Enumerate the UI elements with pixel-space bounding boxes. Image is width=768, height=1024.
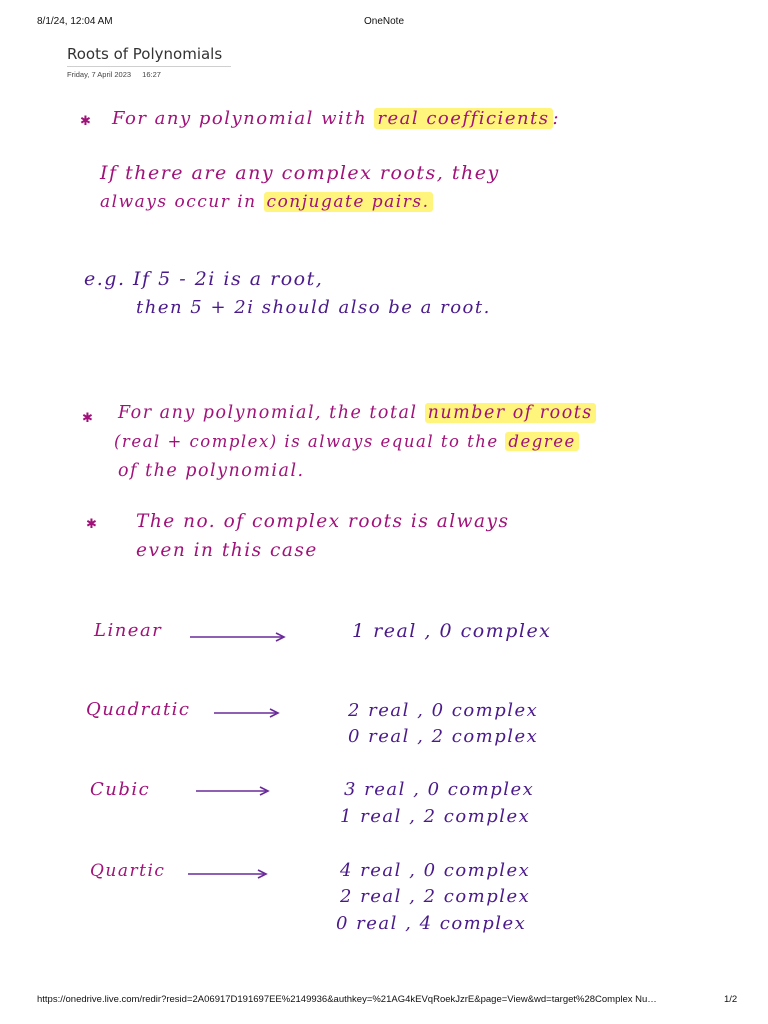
highlight-real-coefficients: real coefficients bbox=[374, 108, 552, 129]
rule2-line3: of the polynomial. bbox=[118, 461, 305, 481]
rule1-colon: : bbox=[552, 108, 561, 129]
degree-name: Quadratic bbox=[86, 699, 191, 720]
highlight-conjugate-pairs: conjugate pairs. bbox=[264, 192, 433, 212]
rule2-line2-text: (real + complex) is always equal to the bbox=[114, 432, 506, 451]
case-text: 4 real , 0 complex bbox=[340, 860, 531, 881]
page-date: Friday, 7 April 2023 bbox=[67, 70, 132, 79]
example-line1: e.g. If 5 - 2i is a root, bbox=[84, 268, 324, 290]
degree-name: Cubic bbox=[90, 779, 151, 800]
page-time: 16:27 bbox=[142, 70, 161, 79]
rule1-line1 bbox=[112, 108, 560, 129]
print-page-number: 1/2 bbox=[724, 994, 738, 1005]
highlight-number-of-roots: number of roots bbox=[425, 403, 596, 423]
title-underline bbox=[67, 66, 231, 67]
case-text: 1 real , 2 complex bbox=[340, 806, 531, 827]
rule2-line1 bbox=[118, 403, 596, 423]
degree-name: Quartic bbox=[90, 861, 166, 881]
page-title: Roots of Polynomials bbox=[67, 45, 223, 63]
highlight-degree: degree bbox=[505, 432, 578, 451]
rule2-line2 bbox=[114, 432, 579, 451]
rule1-line3 bbox=[100, 192, 433, 212]
rule3-line1: The no. of complex roots is always bbox=[136, 511, 510, 532]
print-datetime: 8/1/24, 12:04 AM bbox=[37, 16, 113, 27]
case-text: 2 real , 0 complex bbox=[348, 700, 539, 721]
case-text: 2 real , 2 complex bbox=[340, 886, 531, 907]
example-line2: then 5 + 2i should also be a root. bbox=[136, 297, 491, 318]
print-footer bbox=[0, 994, 768, 1008]
bullet-1: ✱ bbox=[80, 113, 91, 128]
rule2-line1-text: For any polynomial, the total bbox=[118, 403, 425, 423]
print-app-name: OneNote bbox=[363, 16, 405, 27]
arrow-right-icon bbox=[194, 784, 274, 798]
arrow-right-icon bbox=[212, 706, 282, 720]
case-text: 0 real , 4 complex bbox=[336, 913, 527, 934]
arrow-right-icon bbox=[186, 867, 272, 881]
degree-name: Linear bbox=[94, 620, 163, 641]
arrow-right-icon bbox=[188, 630, 288, 644]
rule1-line2: If there are any complex roots, they bbox=[100, 162, 500, 184]
print-url: https://onedrive.live.com/redir?resid=2A06917D191697EE%2149936&authkey=%21AG4kEVqRoekJzrE&page=View&wd=target%28Complex Nu… bbox=[37, 994, 657, 1005]
rule1-line3-text: always occur in bbox=[100, 192, 264, 212]
case-text: 0 real , 2 complex bbox=[348, 726, 539, 747]
bullet-2: ✱ bbox=[82, 410, 93, 425]
rule3-line2: even in this case bbox=[136, 540, 318, 561]
rule1-text: For any polynomial with bbox=[112, 108, 375, 129]
page-meta bbox=[67, 70, 161, 79]
print-header bbox=[0, 16, 768, 32]
case-text: 3 real , 0 complex bbox=[344, 779, 535, 800]
bullet-3: ✱ bbox=[86, 516, 97, 531]
case-text: 1 real , 0 complex bbox=[352, 620, 552, 642]
